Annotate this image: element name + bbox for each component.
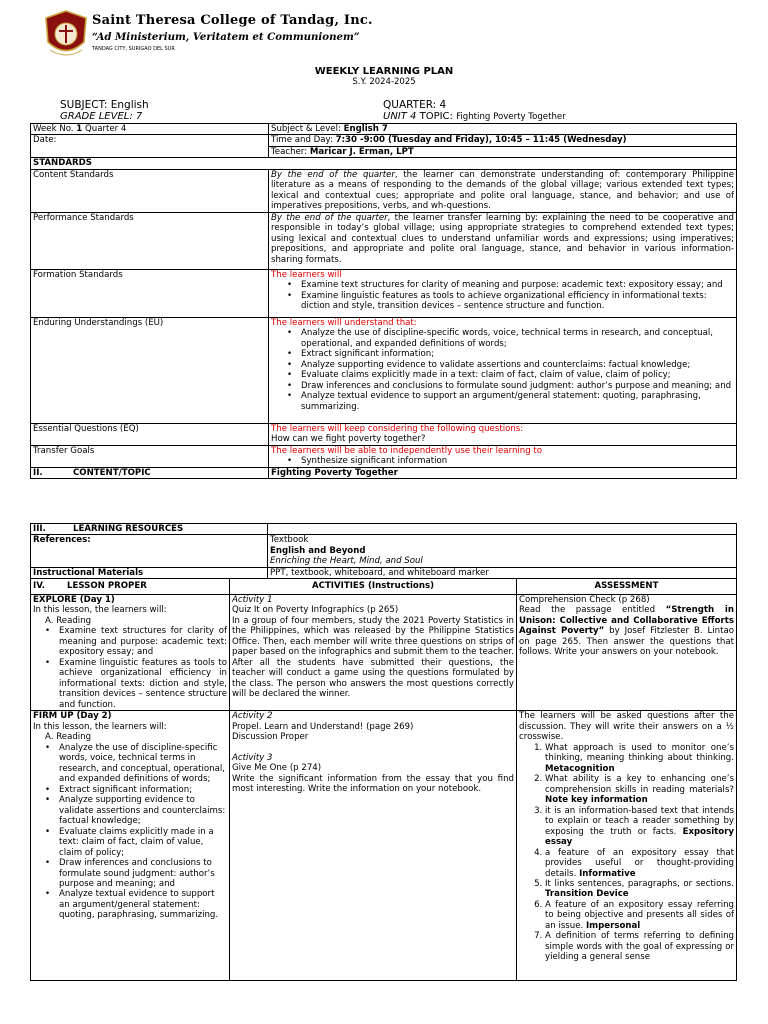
- activity2-cell: Activity 2 Propel. Learn and Understand! (page 269) Discussion Proper Activity 3 Give Me One (p 274) Write the significant information from the essay that you find most interesting. Write the information on your notebook.: [230, 711, 517, 981]
- teacher-cell: Teacher: Maricar J. Erman, LPT: [269, 146, 737, 157]
- content-standards-label: Content Standards: [31, 169, 269, 212]
- standards-heading: STANDARDS: [31, 158, 737, 169]
- date-cell: Date:: [31, 135, 269, 158]
- subject-label: SUBJECT: English: [60, 99, 149, 111]
- assessment-header: ASSESSMENT: [517, 579, 737, 594]
- list-item: • Draw inferences and conclusions to formulate sound judgment: author’s purpose and meaning; and: [287, 381, 734, 391]
- list-item: • Extract significant information;: [287, 349, 734, 359]
- school-name: Saint Theresa College of Tandag, Inc.: [92, 13, 373, 28]
- school-year: S.Y. 2024-2025: [352, 77, 416, 87]
- references-label: References:: [31, 535, 268, 567]
- eu-text: The learners will understand that: • Analyze the use of discipline-specific words, voice, technical terms in research, and conceptual, operational, and expanded definitions of words; • Extract significant information; • Analyze supporting evidence to validate assertions and counterclaims: factual knowledge; • Evaluate claims explicitly made in a text: claim of fact, claim of value, claim of policy; • Draw inferences and conclusions to formulate sound judgment: author’s purpose and meaning; and • Analyze textual evidence to support an argument/general statement: quoting, paraphrasing, summarizing.: [269, 317, 737, 423]
- eq-label: Essential Questions (EQ): [31, 423, 269, 445]
- school-motto: “Ad Ministerium, Veritatem et Communionem”: [92, 31, 360, 43]
- list-item: • Analyze supporting evidence to validate assertions and counterclaims: factual knowledge;: [45, 795, 227, 826]
- subject-level-cell: Subject & Level: English 7: [269, 124, 737, 135]
- list-item: • Evaluate claims explicitly made in a text: claim of fact, claim of value, claim of policy;: [45, 827, 227, 858]
- school-city: TANDAG CITY, SURIGAO DEL SUR: [92, 46, 175, 52]
- list-item: • Examine linguistic features as tools to achieve organizational efficiency in informational texts: diction and style, transition devices – sentence structure and function.: [287, 291, 734, 312]
- resources-heading: III. LEARNING RESOURCES: [31, 524, 268, 535]
- list-item: • Examine text structures for clarity of meaning and purpose: academic text: expository essay; and: [287, 280, 734, 290]
- list-item: • Analyze supporting evidence to validate assertions and counterclaims: factual knowledge;: [287, 360, 734, 370]
- explore-cell: EXPLORE (Day 1) In this lesson, the learners will: A. Reading • Examine text structures for clarity of meaning and purpose: academic text: expository essay; and • Examine linguistic features as tools to achieve organizational efficiency in informational texts: diction and style, transition devices – sentence structure and function.: [31, 594, 230, 710]
- list-item: • Extract significant information;: [45, 785, 227, 795]
- content-topic-label: II. CONTENT/TOPIC: [31, 467, 269, 478]
- list-item: 1. What approach is used to monitor one’s thinking, meaning thinking about thinking. Metacognition: [545, 743, 734, 774]
- activities-header: ACTIVITIES (Instructions): [230, 579, 517, 594]
- list-item: 5. It links sentences, paragraphs, or sections. Transition Device: [545, 879, 734, 900]
- formation-standards-text: The learners will • Examine text structures for clarity of meaning and purpose: academic text: expository essay; and • Examine linguistic features as tools to achieve organizational efficiency in informational texts: diction and style, transition devices – sentence structure and function.: [269, 269, 737, 317]
- list-item: • Synthesize significant information: [287, 456, 734, 466]
- transfer-goals-label: Transfer Goals: [31, 445, 269, 467]
- list-item: • Analyze the use of discipline-specific words, voice, technical terms in research, and conceptual, operational, and expanded definitions of words;: [45, 743, 227, 785]
- content-standards-text: By the end of the quarter, the learner can demonstrate understanding of: contemporary Philippine literature as a means of responding to the demands of the global village; various extended text types; lexical and contextual cues; appropriate and polite oral language, stance, and behavior; and use of imperatives prepositions, verbs, and wh-questions.: [269, 169, 737, 212]
- quarter-label: QUARTER: 4: [383, 99, 447, 111]
- grade-label: GRADE LEVEL: 7: [60, 111, 143, 122]
- transfer-goals-text: The learners will be able to independently use their learning to • Synthesize significant information: [269, 445, 737, 467]
- assessment1-cell: Comprehension Check (p 268) Read the passage entitled “Strength in Unison: Collective and Collaborative Efforts Against Poverty” by Josef Fitzlester B. Lintao on page 265. Then answer the questions that follows. Write your answers on your notebook.: [517, 594, 737, 710]
- list-item: • Examine text structures for clarity of meaning and purpose: academic text: expository essay; and: [45, 626, 227, 657]
- list-item: • Evaluate claims explicitly made in a text: claim of fact, claim of value, claim of policy;: [287, 370, 734, 380]
- list-item: • Analyze the use of discipline-specific words, voice, technical terms in research, and conceptual, operational, and expanded definitions of words;: [287, 328, 734, 349]
- performance-standards-label: Performance Standards: [31, 212, 269, 269]
- eq-text: The learners will keep considering the following questions: How can we fight poverty together?: [269, 423, 737, 445]
- unit-topic: UNIT 4 TOPIC: Fighting Poverty Together: [383, 111, 566, 122]
- formation-standards-label: Formation Standards: [31, 269, 269, 317]
- school-seal-logo: [44, 10, 88, 60]
- list-item: 6. A feature of an expository essay referring to being objective and presents all sides of an issue. Impersonal: [545, 900, 734, 931]
- lesson-proper-heading: IV. LESSON PROPER: [31, 579, 230, 594]
- list-item: • Draw inferences and conclusions to formulate sound judgment: author’s purpose and meaning; and: [45, 858, 227, 889]
- list-item: • Examine linguistic features as tools to achieve organizational efficiency in informational texts: diction and style, transition devices – sentence structure and function.: [45, 658, 227, 710]
- materials-value: PPT, textbook, whiteboard, and whiteboard marker: [268, 567, 737, 578]
- list-item: • Analyze textual evidence to support an argument/general statement: quoting, paraphrasing, summarizing.: [287, 391, 734, 412]
- assessment2-cell: The learners will be asked questions after the discussion. They will write their answers on a ½ crosswise. 1. What approach is used to monitor one’s thinking, meaning thinking about thinking. Metacognition 2. What ability is a key to enhancing one’s comprehension skills in reading materials? Note key information 3. it is an information-based text that intends to explain or teach a reader something by exposing the truth or facts. Expository essay 4. a feature of an expository essay that provides useful or thought-providing details. Informative 5. It links sentences, paragraphs, or sections. Transition Device 6. A feature of an expository essay referring to being objective and presents all sides of an issue. Impersonal 7. A definition of terms referring to defining simple words with the goal of expressing or yielding a general sense: [517, 711, 737, 981]
- list-item: 3. it is an information-based text that intends to explain or teach a reader something by exposing the truth or facts. Expository essay: [545, 806, 734, 848]
- standards-table: [30, 123, 737, 479]
- firmup-cell: FIRM UP (Day 2) In this lesson, the learners will: A. Reading • Analyze the use of discipline-specific words, voice, technical terms in research, and conceptual, operational, and expanded definitions of words; • Extract significant information; • Analyze supporting evidence to validate assertions and counterclaims: factual knowledge; • Evaluate claims explicitly made in a text: claim of fact, claim of value, claim of policy; • Draw inferences and conclusions to formulate sound judgment: author’s purpose and meaning; and • Analyze textual evidence to support an argument/general statement: quoting, paraphrasing, summarizing.: [31, 711, 230, 981]
- plan-title: WEEKLY LEARNING PLAN: [314, 66, 454, 77]
- lesson-table: [30, 523, 737, 981]
- performance-standards-text: By the end of the quarter, the learner transfer learning by: explaining the need to be cooperative and responsible in today’s global village; using appropriate strategies to comprehend extended text types; using lexical and contextual clues to understand unfamiliar words and expressions; using imperatives; prepositions, and appropriate and polite oral language, stance, and behavior in various information-sharing formats.: [269, 212, 737, 269]
- eu-label: Enduring Understandings (EU): [31, 317, 269, 423]
- time-cell: Time and Day: 7:30 -9:00 (Tuesday and Friday), 10:45 – 11:45 (Wednesday): [269, 135, 737, 146]
- list-item: 2. What ability is a key to enhancing one’s comprehension skills in reading materials? Note key information: [545, 774, 734, 805]
- list-item: • Analyze textual evidence to support an argument/general statement: quoting, paraphrasing, summarizing.: [45, 889, 227, 920]
- week-cell: Week No. 1 Quarter 4: [31, 124, 269, 135]
- materials-label: Instructional Materials: [31, 567, 268, 578]
- resources-empty: [268, 524, 737, 535]
- list-item: 4. a feature of an expository essay that provides useful or thought-providing details. Informative: [545, 848, 734, 879]
- references-value: Textbook English and Beyond Enriching the Heart, Mind, and Soul: [268, 535, 737, 567]
- list-item: 7. A definition of terms referring to defining simple words with the goal of expressing or yielding a general sense: [545, 931, 734, 962]
- activity1-cell: Activity 1 Quiz It on Poverty Infographics (p 265) In a group of four members, study the 2021 Poverty Statistics in the Philippines, which was released by the Philippine Statistics Office. Then, each member will write three questions on strips of paper based on the infographics and submit them to the teacher. After all the students have submitted their questions, the teacher will conduct a game using the questions formulated by the class. The person who answers the most questions correctly will be declared the winner.: [230, 594, 517, 710]
- content-topic-value: Fighting Poverty Together: [269, 467, 737, 478]
